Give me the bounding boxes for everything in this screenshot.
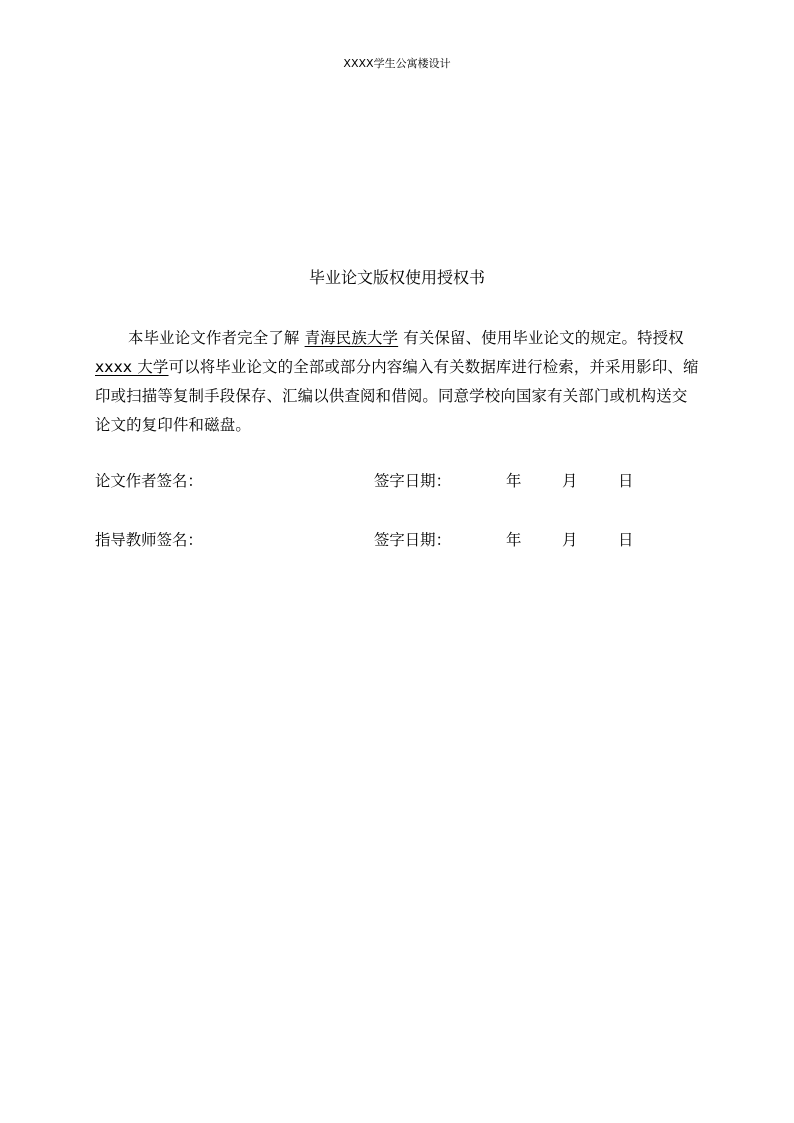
advisor-month-label: 月	[562, 531, 578, 549]
statement-part-3: 可以将毕业论文的全部或部分内容编入有关数据库进行检索，并采用影印、缩印或扫描等复制手段保存、汇编以供查阅和借阅。同意学校向国家有关部门或机构送交论文的复印件和磁盘。	[95, 358, 699, 434]
document-title: 毕业论文版权使用授权书	[308, 268, 485, 287]
page-header: XXXX学生公寓楼设计	[343, 57, 451, 70]
statement-part-2: 有关保留、使用毕业论文的规定。特授权	[398, 329, 684, 347]
advisor-year-label: 年	[506, 531, 522, 549]
university-name: 青海民族大学	[304, 329, 399, 347]
authorized-university: xxxx 大学	[95, 358, 169, 376]
authorization-statement	[95, 324, 701, 440]
author-signature-label: 论文作者签名：	[95, 472, 203, 490]
author-day-label: 日	[618, 472, 634, 490]
statement-part-1: 本毕业论文作者完全了解	[128, 329, 305, 347]
author-month-label: 月	[562, 472, 578, 490]
advisor-date-label: 签字日期：	[374, 531, 451, 549]
author-year-label: 年	[506, 472, 522, 490]
author-date-label: 签字日期：	[374, 472, 451, 490]
advisor-signature-label: 指导教师签名：	[95, 531, 203, 549]
author-signature-row	[95, 468, 715, 494]
advisor-day-label: 日	[618, 531, 634, 549]
advisor-signature-row	[95, 527, 715, 553]
